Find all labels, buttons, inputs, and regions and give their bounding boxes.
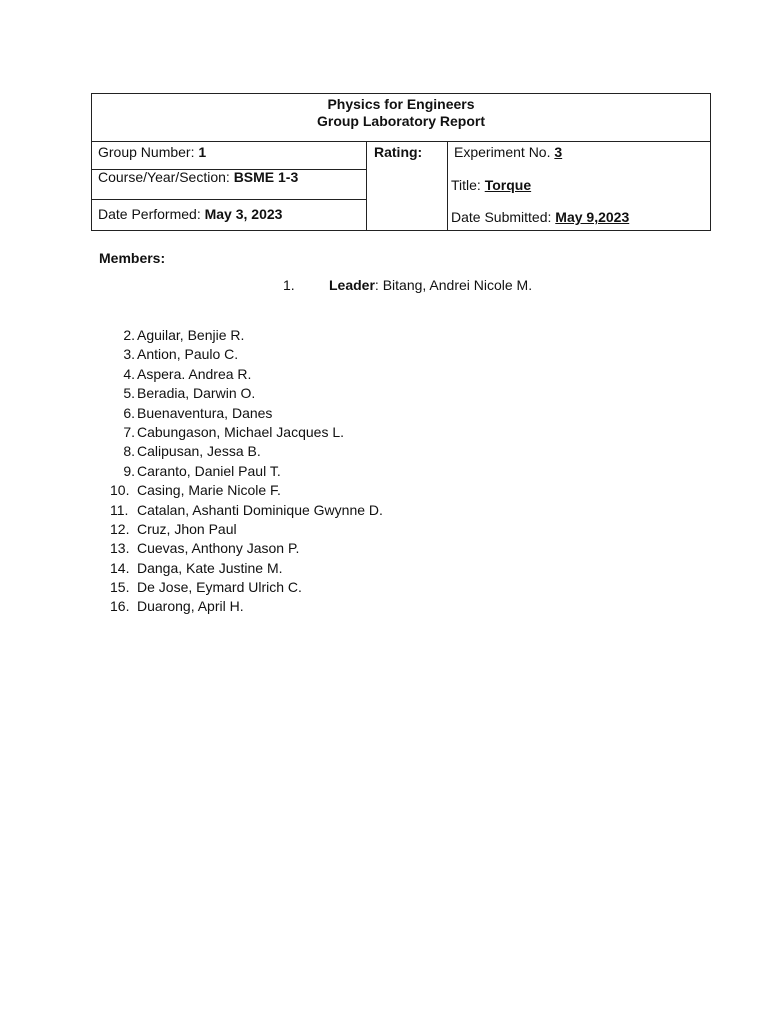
member-list-item	[110, 597, 383, 616]
row-divider-2	[92, 199, 366, 200]
date-submitted-label: Date Submitted:	[451, 209, 552, 225]
course-section-value: BSME 1-3	[233, 169, 299, 185]
experiment-number-label: Experiment No.	[454, 144, 551, 160]
member-number: 6.	[123, 404, 135, 421]
members-heading: Members:	[99, 250, 166, 266]
member-name: Beradia, Darwin O.	[137, 385, 256, 402]
member-list-item	[110, 423, 383, 442]
member-name: Aspera. Andrea R.	[137, 365, 252, 382]
member-name: Casing, Marie Nicole F.	[137, 482, 281, 499]
member-name: Danga, Kate Justine M.	[137, 559, 283, 576]
member-number: 14.	[110, 559, 130, 576]
member-list-item	[110, 442, 383, 461]
title-cell	[451, 177, 531, 193]
rating-label: Rating:	[374, 144, 423, 160]
member-name: Caranto, Daniel Paul T.	[137, 462, 281, 479]
leader-entry	[283, 277, 532, 293]
member-name: Buenaventura, Danes	[137, 404, 273, 421]
column-divider-1	[366, 142, 367, 230]
member-list-item	[110, 559, 383, 578]
member-number: 3.	[123, 346, 135, 363]
date-performed-cell	[98, 206, 282, 222]
experiment-number-value: 3	[554, 144, 563, 160]
member-list-item	[110, 365, 383, 384]
member-number: 7.	[123, 423, 135, 440]
group-number-label: Group Number:	[98, 144, 195, 160]
leader-name: : Bitang, Andrei Nicole M.	[374, 277, 533, 293]
member-list-item	[110, 539, 383, 558]
member-name: Aguilar, Benjie R.	[137, 327, 245, 343]
member-name: Cuevas, Anthony Jason P.	[137, 540, 300, 557]
member-number: 2.	[123, 327, 135, 343]
member-name: Cabungason, Michael Jacques L.	[137, 423, 345, 440]
member-number: 15.	[110, 579, 130, 596]
leader-label: Leader	[329, 277, 375, 293]
member-name: Catalan, Ashanti Dominique Gwynne D.	[137, 501, 383, 518]
title-label: Title:	[451, 177, 481, 193]
leader-number: 1.	[283, 277, 295, 293]
member-list	[110, 326, 383, 617]
member-number: 11.	[110, 501, 129, 518]
group-number-cell	[98, 144, 206, 160]
report-header-table	[91, 93, 711, 231]
member-number: 13.	[110, 540, 130, 557]
member-list-item	[110, 326, 383, 345]
title-value: Torque	[484, 177, 532, 193]
member-number: 4.	[123, 365, 135, 382]
member-list-item	[110, 404, 383, 423]
course-title: Physics for Engineers	[327, 96, 475, 112]
member-name: Cruz, Jhon Paul	[137, 520, 237, 537]
course-section-label: Course/Year/Section:	[98, 169, 230, 185]
member-number: 8.	[123, 443, 135, 460]
rating-cell	[374, 144, 422, 160]
member-number: 10.	[110, 482, 130, 499]
member-name: Duarong, April H.	[137, 598, 244, 615]
member-number: 5.	[123, 385, 135, 402]
date-submitted-value: May 9,2023	[555, 209, 630, 225]
experiment-number-cell	[454, 144, 562, 160]
date-performed-label: Date Performed:	[98, 206, 201, 222]
member-list-item	[110, 520, 383, 539]
member-list-item	[110, 481, 383, 500]
member-list-item	[110, 501, 383, 520]
header-title-cell	[92, 94, 710, 142]
date-performed-value: May 3, 2023	[204, 206, 283, 222]
member-list-item	[110, 578, 383, 597]
member-name: Calipusan, Jessa B.	[137, 443, 261, 460]
member-number: 9.	[123, 462, 135, 479]
group-number-value: 1	[198, 144, 207, 160]
member-list-item	[110, 462, 383, 481]
report-title: Group Laboratory Report	[316, 113, 485, 129]
member-number: 12.	[110, 520, 130, 537]
column-divider-2	[447, 142, 448, 230]
date-submitted-cell	[451, 209, 629, 225]
member-list-item	[110, 384, 383, 403]
member-name: De Jose, Eymard Ulrich C.	[137, 579, 302, 596]
course-section-cell	[98, 169, 298, 185]
member-number: 16.	[110, 598, 130, 615]
member-list-item	[110, 345, 383, 364]
member-name: Antion, Paulo C.	[137, 346, 239, 363]
